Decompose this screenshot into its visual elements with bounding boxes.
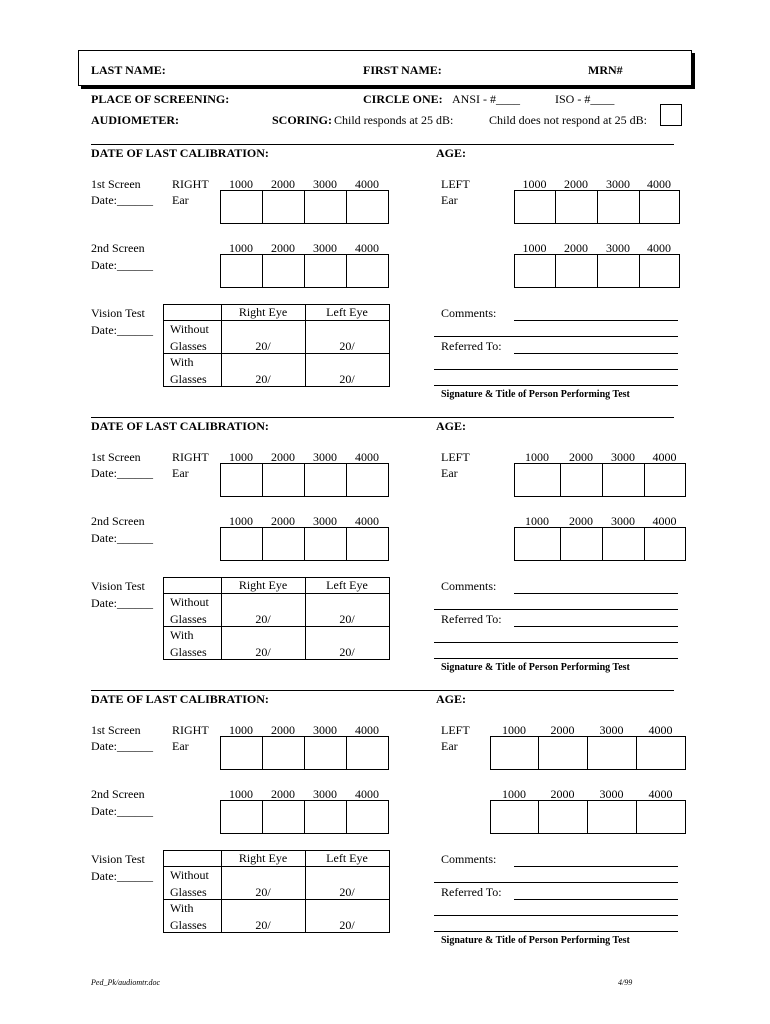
section-3-screen-1-left-freq-1: 1000 xyxy=(502,723,526,737)
section-3-screen-2-left-cell-1[interactable] xyxy=(490,800,539,834)
section-2-without-left-acuity: 20/ xyxy=(339,612,355,626)
section-3-referred-line-1[interactable] xyxy=(514,899,678,900)
section-2-screen-2-left-freq-1: 1000 xyxy=(525,514,549,528)
section-2-screen-1-right-freq-4: 4000 xyxy=(355,450,379,464)
section-2-screen-1-left-freq-2: 2000 xyxy=(569,450,593,464)
section-1-calibration-label: DATE OF LAST CALIBRATION: xyxy=(91,146,269,160)
section-2-screen-1-left-freq-4: 4000 xyxy=(652,450,677,464)
section-1-screen-2-left-cell-1[interactable] xyxy=(514,254,556,288)
section-1-screen-1-right-freq-4: 4000 xyxy=(355,177,379,191)
section-2-referred-line-2[interactable] xyxy=(434,642,678,643)
section-2-screen-2-left-cell-3[interactable] xyxy=(602,527,645,561)
section-1-age-label: AGE: xyxy=(436,146,466,160)
section-1-screen-1-left-cell-3[interactable] xyxy=(597,190,640,224)
section-2-comments-line-2[interactable] xyxy=(434,609,678,610)
section-1-right-eye-header: Right Eye xyxy=(238,305,288,319)
section-1-referred-line-2[interactable] xyxy=(434,369,678,370)
mrn-label: MRN# xyxy=(588,63,623,77)
section-2-screen-2-left-freq-4: 4000 xyxy=(652,514,677,528)
section-1-second-screen-date[interactable]: Date:______ xyxy=(91,258,153,272)
section-3-screen-2-left-freq-1: 1000 xyxy=(502,787,526,801)
scoring-checkbox[interactable] xyxy=(660,104,682,126)
section-1-screen-2-left-freq-1: 1000 xyxy=(522,241,547,255)
section-2-vision-corner-cell xyxy=(163,577,222,594)
section-1-screen-1-right-freq-2: 2000 xyxy=(271,177,295,191)
section-2-screen-2-left-cell-2[interactable] xyxy=(560,527,603,561)
section-3-screen-2-right-cell-3[interactable] xyxy=(304,800,347,834)
footer-date: 4/99 xyxy=(618,978,633,987)
section-3-without-right-acuity: 20/ xyxy=(255,885,271,899)
section-3-screen-2-left-cell-4[interactable] xyxy=(636,800,686,834)
scoring-label: SCORING: xyxy=(272,113,333,127)
section-2-left-label: LEFT xyxy=(441,450,470,464)
section-2-screen-1-left-cell-2[interactable] xyxy=(560,463,603,497)
section-1-screen-2-right-cell-1[interactable] xyxy=(220,254,263,288)
section-1-second-screen-label: 2nd Screen xyxy=(91,241,145,255)
section-2-screen-1-left-cell-4[interactable] xyxy=(644,463,686,497)
place-of-screening-label: PLACE OF SCREENING: xyxy=(91,92,230,106)
section-3-without-glasses-label: Glasses xyxy=(170,885,207,899)
section-1-comments-line-1[interactable] xyxy=(514,320,678,321)
section-3-screen-2-left-freq-4: 4000 xyxy=(648,787,673,801)
section-3-screen-1-left-freq-4: 4000 xyxy=(648,723,673,737)
section-1-screen-2-left-cell-3[interactable] xyxy=(597,254,640,288)
section-1-screen-1-right-cell-4[interactable] xyxy=(346,190,389,224)
section-1-first-screen-date[interactable]: Date:______ xyxy=(91,193,153,207)
section-2-screen-2-right-freq-4: 4000 xyxy=(355,514,379,528)
section-1-signature-line[interactable] xyxy=(434,385,678,386)
section-3-screen-2-left-cell-2[interactable] xyxy=(538,800,588,834)
section-2-signature-caption: Signature & Title of Person Performing Test xyxy=(441,662,630,673)
section-3-vision-test-date[interactable]: Date:______ xyxy=(91,869,153,883)
section-2-screen-1-right-cell-4[interactable] xyxy=(346,463,389,497)
section-2-screen-1-right-freq-3: 3000 xyxy=(313,450,337,464)
section-2-second-screen-date[interactable]: Date:______ xyxy=(91,531,153,545)
section-3-comments-line-2[interactable] xyxy=(434,882,678,883)
section-3-first-screen-date[interactable]: Date:______ xyxy=(91,739,153,753)
section-2-calibration-label: DATE OF LAST CALIBRATION: xyxy=(91,419,269,433)
section-1-screen-2-left-freq-2: 2000 xyxy=(564,241,588,255)
section-3-right-label: RIGHT xyxy=(172,723,209,737)
section-3-screen-2-right-cell-1[interactable] xyxy=(220,800,263,834)
first-name-label: FIRST NAME: xyxy=(363,63,442,77)
section-1-vision-test-label: Vision Test xyxy=(91,306,145,320)
audiometer-label: AUDIOMETER: xyxy=(91,113,180,127)
section-1-without-glasses-label: Glasses xyxy=(170,339,207,353)
section-3-screen-2-left-cell-3[interactable] xyxy=(587,800,637,834)
section-3-without-left-acuity: 20/ xyxy=(339,885,355,899)
section-2-screen-1-right-freq-2: 2000 xyxy=(271,450,295,464)
section-1-screen-1-left-freq-3: 3000 xyxy=(606,177,630,191)
section-2-right-ear-label: Ear xyxy=(172,466,189,480)
section-1-screen-2-right-cell-3[interactable] xyxy=(304,254,347,288)
section-1-with-right-acuity: 20/ xyxy=(255,372,271,386)
section-2-without-right-acuity: 20/ xyxy=(255,612,271,626)
section-1-screen-2-right-freq-1: 1000 xyxy=(229,241,253,255)
section-2-with-label: With xyxy=(170,628,194,642)
section-1-vision-test-date[interactable]: Date:______ xyxy=(91,323,153,337)
section-1-right-label: RIGHT xyxy=(172,177,209,191)
section-3-first-screen-label: 1st Screen xyxy=(91,723,141,737)
section-2-screen-1-right-cell-1[interactable] xyxy=(220,463,263,497)
section-3-screen-2-left-freq-2: 2000 xyxy=(550,787,575,801)
section-1-screen-1-right-freq-1: 1000 xyxy=(229,177,253,191)
section-3-second-screen-label: 2nd Screen xyxy=(91,787,145,801)
section-1-first-screen-label: 1st Screen xyxy=(91,177,141,191)
section-3-signature-line[interactable] xyxy=(434,931,678,932)
section-2-screen-1-right-freq-1: 1000 xyxy=(229,450,253,464)
section-2-first-screen-date[interactable]: Date:______ xyxy=(91,466,153,480)
section-2-screen-2-left-freq-2: 2000 xyxy=(569,514,593,528)
section-1-without-left-acuity: 20/ xyxy=(339,339,355,353)
section-3-screen-1-right-cell-4[interactable] xyxy=(346,736,389,770)
circle-one-label: CIRCLE ONE: xyxy=(363,92,443,106)
section-2-second-screen-label: 2nd Screen xyxy=(91,514,145,528)
section-2-screen-1-left-cell-3[interactable] xyxy=(602,463,645,497)
section-1-left-ear-label: Ear xyxy=(441,193,458,207)
section-2-comments-line-1[interactable] xyxy=(514,593,678,594)
section-2-screen-2-left-freq-3: 3000 xyxy=(611,514,635,528)
footer-filename: Ped_Pk/audiomtr.doc xyxy=(91,978,161,987)
section-3-screen-1-left-cell-3[interactable] xyxy=(587,736,637,770)
section-3-vision-corner-cell xyxy=(163,850,222,867)
section-3-right-ear-label: Ear xyxy=(172,739,189,753)
section-1-with-label: With xyxy=(170,355,194,369)
section-1-screen-1-left-cell-2[interactable] xyxy=(555,190,598,224)
section-2-screen-1-right-cell-2[interactable] xyxy=(262,463,305,497)
section-1-screen-2-left-freq-3: 3000 xyxy=(606,241,630,255)
section-3-left-eye-header: Left Eye xyxy=(326,851,368,865)
section-2-screen-2-right-freq-2: 2000 xyxy=(271,514,295,528)
section-1-screen-1-right-cell-3[interactable] xyxy=(304,190,347,224)
section-3-second-screen-date[interactable]: Date:______ xyxy=(91,804,153,818)
section-2-screen-1-right-cell-3[interactable] xyxy=(304,463,347,497)
section-3-screen-2-right-freq-2: 2000 xyxy=(271,787,295,801)
section-2-referred-line-1[interactable] xyxy=(514,626,678,627)
section-2-with-glasses-label: Glasses xyxy=(170,645,207,659)
section-1-screen-2-left-cell-2[interactable] xyxy=(555,254,598,288)
section-1-signature-caption: Signature & Title of Person Performing Test xyxy=(441,389,630,400)
section-1-screen-1-left-cell-4[interactable] xyxy=(639,190,680,224)
section-3-screen-1-left-cell-1[interactable] xyxy=(490,736,539,770)
section-1-screen-2-right-freq-4: 4000 xyxy=(355,241,379,255)
section-2-screen-1-left-freq-3: 3000 xyxy=(611,450,635,464)
iso-option[interactable]: ISO - #____ xyxy=(555,92,615,106)
section-2-screen-1-left-cell-1[interactable] xyxy=(514,463,561,497)
ansi-option[interactable]: ANSI - #____ xyxy=(452,92,520,106)
section-3-right-eye-header: Right Eye xyxy=(238,851,288,865)
section-2-screen-2-right-cell-1[interactable] xyxy=(220,527,263,561)
section-1-referred-line-1[interactable] xyxy=(514,353,678,354)
section-3-screen-2-right-cell-4[interactable] xyxy=(346,800,389,834)
scoring-no-response-option: Child does not respond at 25 dB: xyxy=(489,113,647,127)
section-3-left-label: LEFT xyxy=(441,723,470,737)
section-1-screen-2-right-cell-2[interactable] xyxy=(262,254,305,288)
section-1-divider xyxy=(91,144,674,145)
section-1-comments-line-2[interactable] xyxy=(434,336,678,337)
section-2-screen-1-left-freq-1: 1000 xyxy=(525,450,549,464)
section-2-screen-2-right-freq-1: 1000 xyxy=(229,514,253,528)
section-3-with-right-acuity: 20/ xyxy=(255,918,271,932)
section-3-divider xyxy=(91,690,674,691)
section-2-vision-test-label: Vision Test xyxy=(91,579,145,593)
section-1-screen-1-right-freq-3: 3000 xyxy=(313,177,337,191)
section-3-with-glasses-label: Glasses xyxy=(170,918,207,932)
section-2-screen-2-right-freq-3: 3000 xyxy=(313,514,337,528)
section-3-referred-to-label: Referred To: xyxy=(441,885,502,899)
section-2-right-eye-header: Right Eye xyxy=(238,578,288,592)
section-3-without-label: Without xyxy=(170,868,209,882)
section-2-left-eye-header: Left Eye xyxy=(326,578,368,592)
section-1-left-label: LEFT xyxy=(441,177,470,191)
section-2-screen-2-left-cell-4[interactable] xyxy=(644,527,686,561)
section-2-screen-2-left-cell-1[interactable] xyxy=(514,527,561,561)
section-3-screen-1-right-cell-2[interactable] xyxy=(262,736,305,770)
section-2-with-left-acuity: 20/ xyxy=(339,645,355,659)
section-2-right-label: RIGHT xyxy=(172,450,209,464)
section-1-right-ear-label: Ear xyxy=(172,193,189,207)
section-1-screen-2-left-freq-4: 4000 xyxy=(647,241,671,255)
section-1-screen-1-right-cell-2[interactable] xyxy=(262,190,305,224)
section-3-with-label: With xyxy=(170,901,194,915)
section-1-referred-to-label: Referred To: xyxy=(441,339,502,353)
section-2-divider xyxy=(91,417,674,418)
section-3-age-label: AGE: xyxy=(436,692,466,706)
section-2-age-label: AGE: xyxy=(436,419,466,433)
section-2-signature-line[interactable] xyxy=(434,658,678,659)
section-2-without-glasses-label: Glasses xyxy=(170,612,207,626)
section-1-screen-1-left-cell-1[interactable] xyxy=(514,190,556,224)
section-1-with-glasses-label: Glasses xyxy=(170,372,207,386)
section-1-with-left-acuity: 20/ xyxy=(339,372,355,386)
section-3-comments-label: Comments: xyxy=(441,852,497,866)
section-3-screen-1-left-freq-3: 3000 xyxy=(599,723,624,737)
section-3-vision-test-label: Vision Test xyxy=(91,852,145,866)
section-3-screen-1-right-cell-1[interactable] xyxy=(220,736,263,770)
section-3-screen-1-right-cell-3[interactable] xyxy=(304,736,347,770)
section-3-left-ear-label: Ear xyxy=(441,739,458,753)
section-3-screen-2-left-freq-3: 3000 xyxy=(599,787,624,801)
section-1-screen-2-left-cell-4[interactable] xyxy=(639,254,680,288)
section-1-left-eye-header: Left Eye xyxy=(326,305,368,319)
section-2-first-screen-label: 1st Screen xyxy=(91,450,141,464)
section-2-screen-2-right-cell-2[interactable] xyxy=(262,527,305,561)
last-name-label: LAST NAME: xyxy=(91,63,166,77)
section-1-screen-1-left-freq-1: 1000 xyxy=(522,177,547,191)
section-3-with-left-acuity: 20/ xyxy=(339,918,355,932)
section-3-screen-1-left-cell-4[interactable] xyxy=(636,736,686,770)
section-3-comments-line-1[interactable] xyxy=(514,866,678,867)
section-1-screen-2-right-freq-2: 2000 xyxy=(271,241,295,255)
section-3-screen-1-right-freq-1: 1000 xyxy=(229,723,253,737)
section-2-left-ear-label: Ear xyxy=(441,466,458,480)
section-3-screen-1-right-freq-4: 4000 xyxy=(355,723,379,737)
section-1-without-right-acuity: 20/ xyxy=(255,339,271,353)
section-1-vision-corner-cell xyxy=(163,304,222,321)
section-3-screen-1-left-cell-2[interactable] xyxy=(538,736,588,770)
section-2-comments-label: Comments: xyxy=(441,579,497,593)
section-1-screen-2-right-cell-4[interactable] xyxy=(346,254,389,288)
section-2-screen-2-right-cell-3[interactable] xyxy=(304,527,347,561)
section-2-vision-test-date[interactable]: Date:______ xyxy=(91,596,153,610)
section-3-calibration-label: DATE OF LAST CALIBRATION: xyxy=(91,692,269,706)
section-3-screen-1-right-freq-2: 2000 xyxy=(271,723,295,737)
section-2-with-right-acuity: 20/ xyxy=(255,645,271,659)
section-3-screen-2-right-freq-3: 3000 xyxy=(313,787,337,801)
section-3-referred-line-2[interactable] xyxy=(434,915,678,916)
section-3-screen-2-right-freq-1: 1000 xyxy=(229,787,253,801)
section-1-screen-1-left-freq-4: 4000 xyxy=(647,177,671,191)
section-3-screen-1-left-freq-2: 2000 xyxy=(550,723,575,737)
section-1-screen-1-right-cell-1[interactable] xyxy=(220,190,263,224)
scoring-responds-option: Child responds at 25 dB: xyxy=(334,113,454,127)
section-1-screen-2-right-freq-3: 3000 xyxy=(313,241,337,255)
section-1-screen-1-left-freq-2: 2000 xyxy=(564,177,588,191)
section-3-screen-2-right-freq-4: 4000 xyxy=(355,787,379,801)
section-3-screen-1-right-freq-3: 3000 xyxy=(313,723,337,737)
section-2-referred-to-label: Referred To: xyxy=(441,612,502,626)
section-3-screen-2-right-cell-2[interactable] xyxy=(262,800,305,834)
section-3-signature-caption: Signature & Title of Person Performing Test xyxy=(441,935,630,946)
section-2-screen-2-right-cell-4[interactable] xyxy=(346,527,389,561)
section-1-comments-label: Comments: xyxy=(441,306,497,320)
section-1-without-label: Without xyxy=(170,322,209,336)
section-2-without-label: Without xyxy=(170,595,209,609)
